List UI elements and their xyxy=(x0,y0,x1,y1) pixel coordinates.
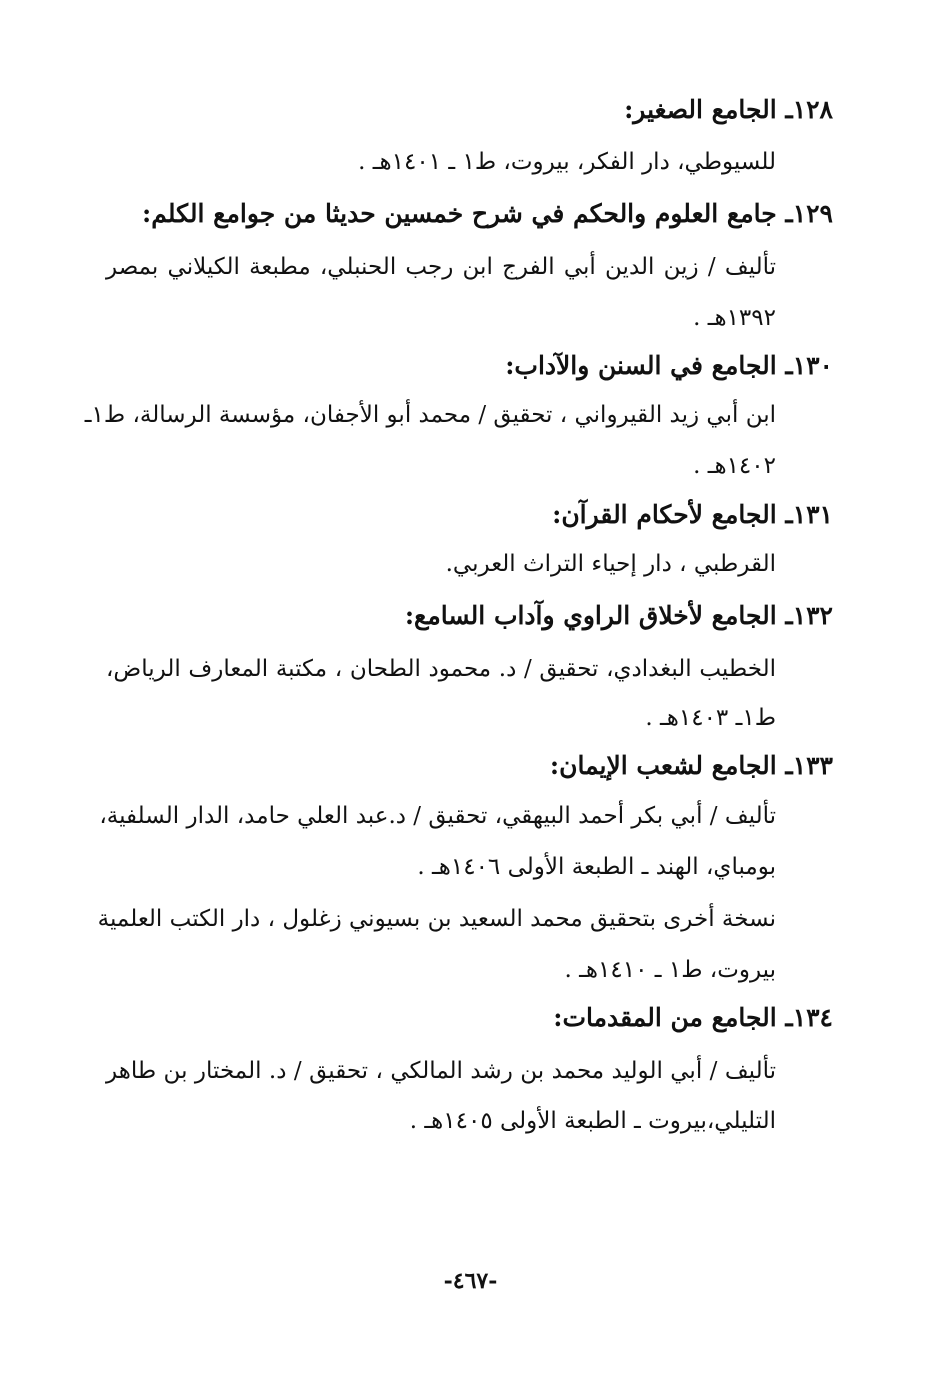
entry-134-line-1: تأليف / أبي الوليد محمد بن رشد المالكي ، تحقيق / د. المختار بن طاهر xyxy=(106,1058,776,1084)
entry-131-heading: ١٣١ـ الجامع لأحكام القرآن: xyxy=(552,500,833,529)
entry-133-line-1: تأليف / أبي بكر أحمد البيهقي، تحقيق / د.عبد العلي حامد، الدار السلفية، xyxy=(99,803,776,829)
entry-133-line-4: بيروت، ط١ ـ ١٤١٠هـ . xyxy=(564,957,776,983)
entry-133-line-2: بومباي، الهند ـ الطبعة الأولى ١٤٠٦هـ . xyxy=(417,854,776,880)
entry-133-heading: ١٣٣ـ الجامع لشعب الإيمان: xyxy=(549,751,833,780)
entry-130-line-1: ابن أبي زيد القيرواني ، تحقيق / محمد أبو الأجفان، مؤسسة الرسالة، ط١ـ xyxy=(84,402,776,428)
entry-131-line-1: القرطبي ، دار إحياء التراث العربي. xyxy=(445,551,776,577)
entry-132-line-2: ط١ـ ١٤٠٣هـ . xyxy=(645,705,776,731)
entry-130-line-2: ١٤٠٢هـ . xyxy=(693,453,776,479)
entry-128-line-1: للسيوطي، دار الفكر، بيروت، ط١ ـ ١٤٠١هـ . xyxy=(358,149,776,175)
entry-132-line-1: الخطيب البغدادي، تحقيق / د. محمود الطحان ، مكتبة المعارف الرياض، xyxy=(106,656,776,682)
entry-132-heading: ١٣٢ـ الجامع لأخلاق الراوي وآداب السامع: xyxy=(404,601,833,630)
entry-129-heading: ١٢٩ـ جامع العلوم والحكم في شرح خمسين حديثا من جوامع الكلم: xyxy=(141,199,833,228)
entry-129-line-1: تأليف / زين الدين أبي الفرج ابن رجب الحنبلي، مطبعة الكيلاني بمصر xyxy=(106,254,776,280)
entry-128-heading: ١٢٨ـ الجامع الصغير: xyxy=(624,95,833,124)
entry-134-line-2: التليلي،بيروت ـ الطبعة الأولى ١٤٠٥هـ . xyxy=(409,1108,776,1134)
entry-130-heading: ١٣٠ـ الجامع في السنن والآداب: xyxy=(505,351,833,380)
page-number: -٤٦٧- xyxy=(443,1268,498,1294)
entry-133-line-3: نسخة أخرى بتحقيق محمد السعيد بن بسيوني زغلول ، دار الكتب العلمية xyxy=(97,906,776,932)
entry-129-line-2: ١٣٩٢هـ . xyxy=(693,305,776,331)
entry-134-heading: ١٣٤ـ الجامع من المقدمات: xyxy=(553,1003,833,1032)
